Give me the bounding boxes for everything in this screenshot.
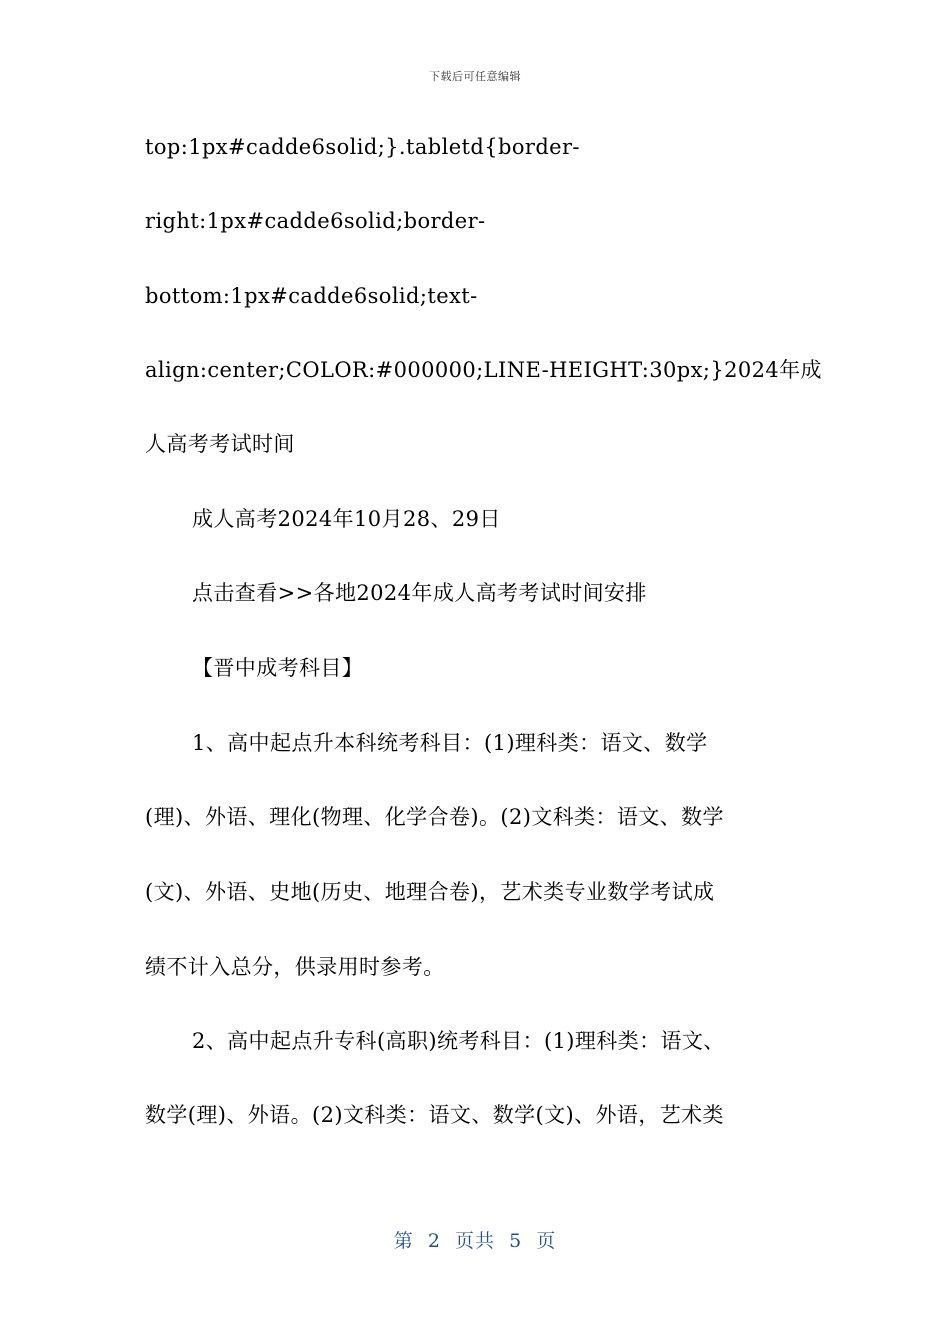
body-line: 人高考考试时间 [145, 432, 295, 456]
body-line: (文)、外语、史地(历史、地理合卷)，艺术类专业数学考试成 [145, 880, 715, 904]
body-line: 点击查看>>各地2024年成人高考考试时间安排 [192, 581, 647, 605]
body-line: 绩不计入总分，供录用时参考。 [145, 955, 445, 979]
body-line: (理)、外语、理化(物理、化学合卷)。(2)文科类：语文、数学 [145, 805, 724, 829]
body-line: top:1px#cadde6solid;}.tabletd{border- [145, 135, 580, 159]
header-note: 下载后可任意编辑 [429, 70, 521, 83]
body-line: bottom:1px#cadde6solid;text- [145, 284, 478, 308]
section-heading: 【晋中成考科目】 [192, 656, 364, 680]
page-number-label: 第 2 页共 5 页 [393, 1230, 557, 1252]
body-line: align:center;COLOR:#000000;LINE-HEIGHT:30px;}2024年成 [145, 358, 822, 382]
body-line: 数学(理)、外语。(2)文科类：语文、数学(文)、外语，艺术类 [145, 1103, 724, 1127]
body-line: 2、高中起点升专科(高职)统考科目：(1)理科类：语文、 [192, 1029, 725, 1053]
body-line: right:1px#cadde6solid;border- [145, 209, 486, 233]
page-number-footer [0, 1226, 950, 1253]
body-line: 1、高中起点升本科统考科目：(1)理科类：语文、数学 [192, 731, 708, 755]
body-line: 成人高考2024年10月28、29日 [192, 507, 501, 531]
